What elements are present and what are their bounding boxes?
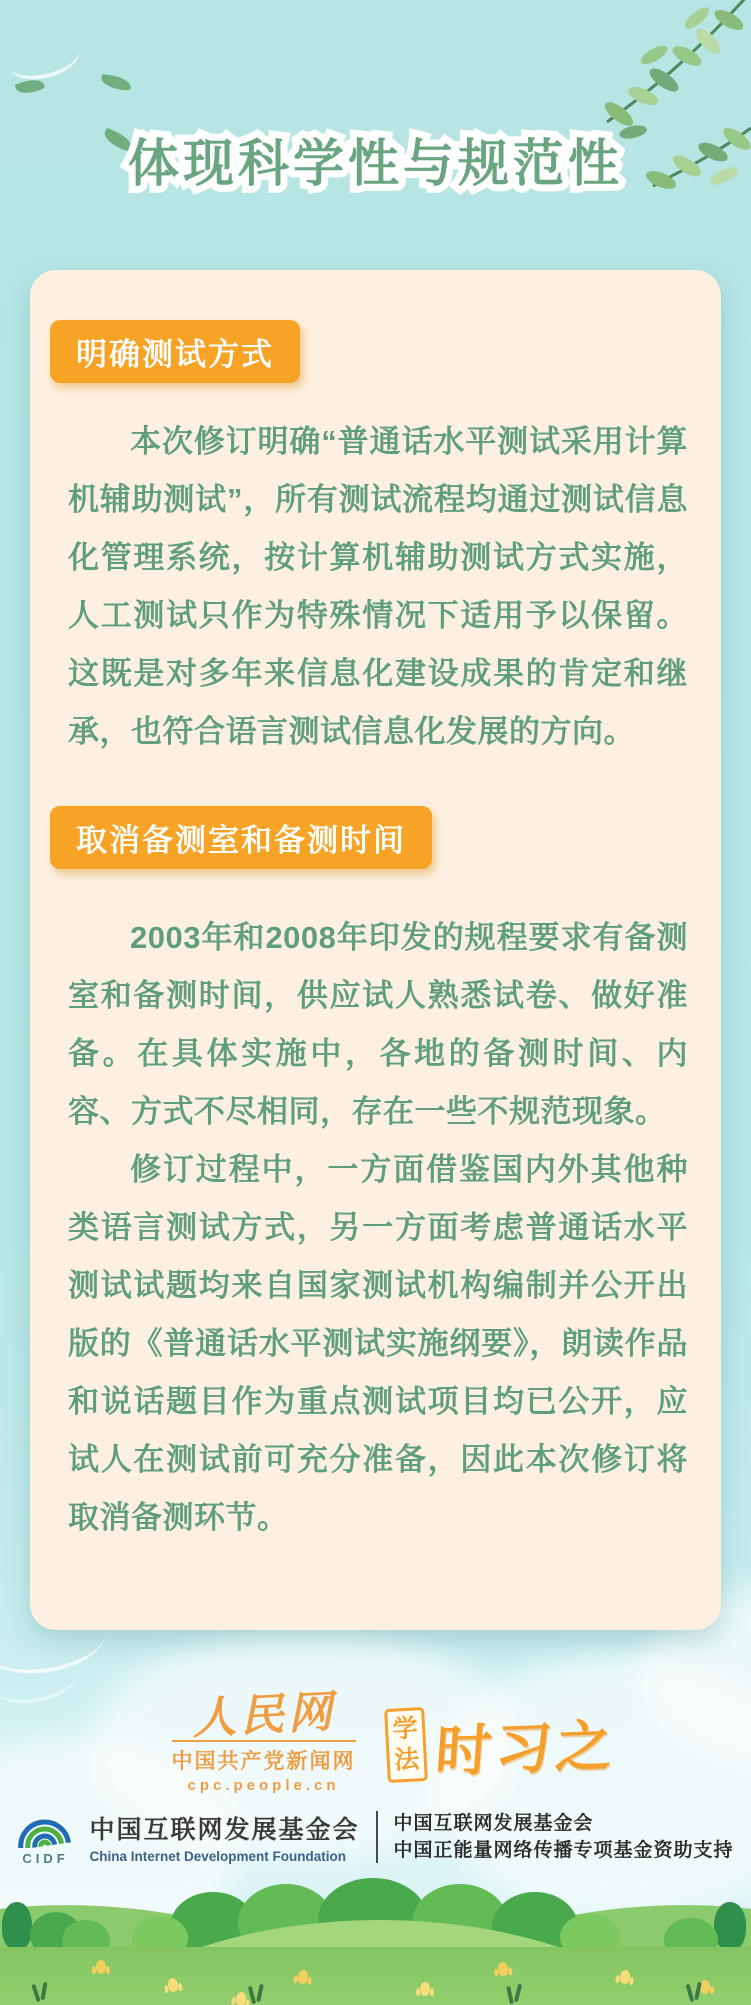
tree [2, 1902, 32, 1950]
section-badge-test-method: 明确测试方式 [50, 320, 300, 383]
content-card [30, 270, 721, 1630]
flower-icon [700, 1980, 710, 1994]
shixizhi-wordmark: 时习之 [432, 1713, 618, 1783]
meadow-ground [0, 1947, 751, 2005]
wind-swoosh [4, 30, 84, 86]
paragraph: 本次修订明确“普通话水平测试采用计算机辅助测试”，所有测试流程均通过测试信息化管理系统，按计算机辅助测试方式实施，人工测试只作为特殊情况下适用予以保留。这既是对多年来信息化建设成果的肯定和继承，也符合语言测试信息化发展的方向。 [68, 424, 688, 749]
support-text [394, 1810, 734, 1864]
floating-leaf-icon [100, 74, 132, 91]
flower-icon [420, 1982, 430, 1996]
cidf-name-cn: 中国互联网发展基金会 [89, 1816, 360, 1844]
cidf-names [89, 1810, 359, 1864]
people-net-logo [171, 1687, 356, 1794]
support-line: 中国正能量网络传播专项基金资助支持 [393, 1840, 734, 1861]
fa-char: 法 [393, 1744, 420, 1775]
footer-cidf-row [0, 1808, 751, 1866]
people-net-url: cpc.people.cn [187, 1777, 340, 1794]
page-title-text: 体现科学性与规范性 体现科学性与规范性 [128, 122, 623, 196]
cidf-name-en: China Internet Development Foundation [89, 1849, 346, 1864]
paragraph: 修订过程中，一方面借鉴国内外其他种类语言测试方式，另一方面考虑普通话水平测试试题均来自国家测试机构编制并公开出版的《普通话水平测试实施纲要》，朗读作品和说话题目作为重点测试项目均已公开，应试人在测试前可充分准备，因此本次修订将取消备测环节。 [68, 1152, 688, 1535]
page-title [0, 122, 751, 196]
xuefa-badge [384, 1707, 428, 1783]
section-badge-cancel-prep: 取消备测室和备测时间 [50, 806, 432, 869]
footer-brand-row [0, 1687, 751, 1794]
tree [714, 1902, 746, 1950]
xuefa-char: 学 [391, 1713, 418, 1744]
paragraph: 2003年和2008年印发的规程要求有备测室和备测时间，供应试人熟悉试卷、做好准备。在具体实施中，各地的备测时间、内容、方式不尽相同，存在一些不规范现象。 [68, 920, 688, 1129]
people-net-site-name: 中国共产党新闻网 [171, 1750, 356, 1773]
support-line: 中国互联网发展基金会 [393, 1813, 594, 1834]
flower-icon [96, 1960, 106, 1974]
cidf-abbr: CIDF [22, 1851, 69, 1866]
people-net-script: 人民网 [190, 1687, 337, 1744]
cidf-arcs-icon [17, 1808, 73, 1848]
cidf-logo [17, 1808, 73, 1866]
footer-divider [376, 1811, 378, 1863]
xuefa-shixizhi-logo [386, 1705, 616, 1785]
